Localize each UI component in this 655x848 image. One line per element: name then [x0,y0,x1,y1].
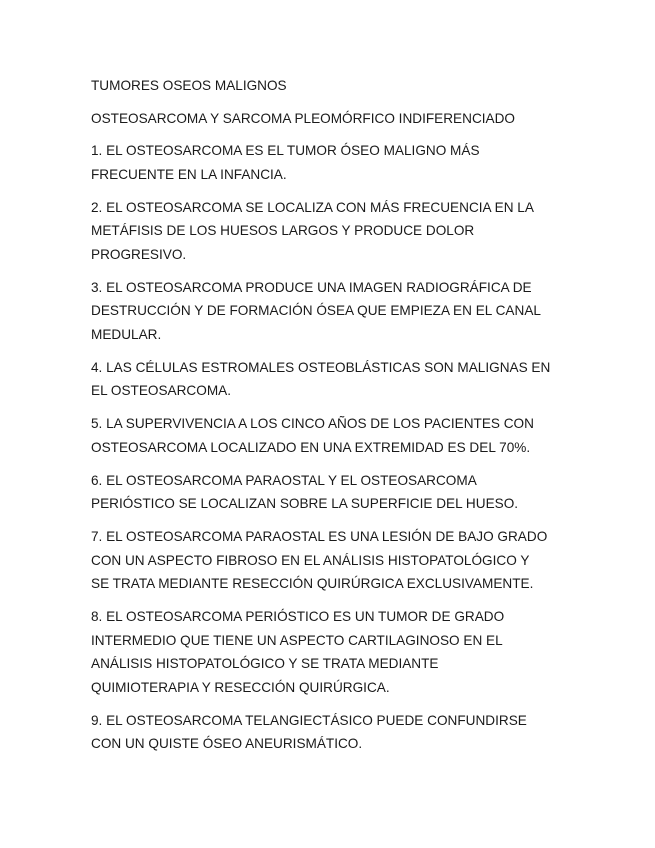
list-item-2: 2. EL OSTEOSARCOMA SE LOCALIZA CON MÁS FRECUENCIA EN LA METÁFISIS DE LOS HUESOS LARGOS Y PRODUCE DOLOR PROGRESIVO. [91,199,534,262]
list-item-1: 1. EL OSTEOSARCOMA ES EL TUMOR ÓSEO MALIGNO MÁS FRECUENTE EN LA INFANCIA. [91,143,480,182]
list-item-6: 6. EL OSTEOSARCOMA PARAOSTAL Y EL OSTEOSARCOMA PERIÓSTICO SE LOCALIZAN SOBRE LA SUPERFICIE DEL HUESO. [91,472,519,511]
document-title: TUMORES OSEOS MALIGNOS [91,78,287,93]
list-item-7: 7. EL OSTEOSARCOMA PARAOSTAL ES UNA LESIÓN DE BAJO GRADO CON UN ASPECTO FIBROSO EN EL ANÁLISIS HISTOPATOLÓGICO Y SE TRATA MEDIANTE RESECCIÓN QUIRÚRGICA EXCLUSIVAMENTE. [91,529,548,591]
list-item-8: 8. EL OSTEOSARCOMA PERIÓSTICO ES UN TUMOR DE GRADO INTERMEDIO QUE TIENE UN ASPECTO CARTILAGINOSO EN EL ANÁLISIS HISTOPATOLÓGICO Y SE TRATA MEDIANTE QUIMIOTERAPIA Y RESECCIÓN QUIRÚRGICA. [91,609,505,695]
document-body [91,74,571,765]
list-item-4: 4. LAS CÉLULAS ESTROMALES OSTEOBLÁSTICAS SON MALIGNAS EN EL OSTEOSARCOMA. [91,359,551,398]
list-item-3: 3. EL OSTEOSARCOMA PRODUCE UNA IMAGEN RADIOGRÁFICA DE DESTRUCCIÓN Y DE FORMACIÓN ÓSEA QUE EMPIEZA EN EL CANAL MEDULAR. [91,279,541,342]
document-subtitle: OSTEOSARCOMA Y SARCOMA PLEOMÓRFICO INDIFERENCIADO [91,110,515,126]
list-item-5: 5. LA SUPERVIVENCIA A LOS CINCO AÑOS DE LOS PACIENTES CON OSTEOSARCOMA LOCALIZADO EN UNA EXTREMIDAD ES DEL 70%. [91,416,534,455]
list-item-9: 9. EL OSTEOSARCOMA TELANGIECTÁSICO PUEDE CONFUNDIRSE CON UN QUISTE ÓSEO ANEURISMÁTICO. [91,712,527,751]
